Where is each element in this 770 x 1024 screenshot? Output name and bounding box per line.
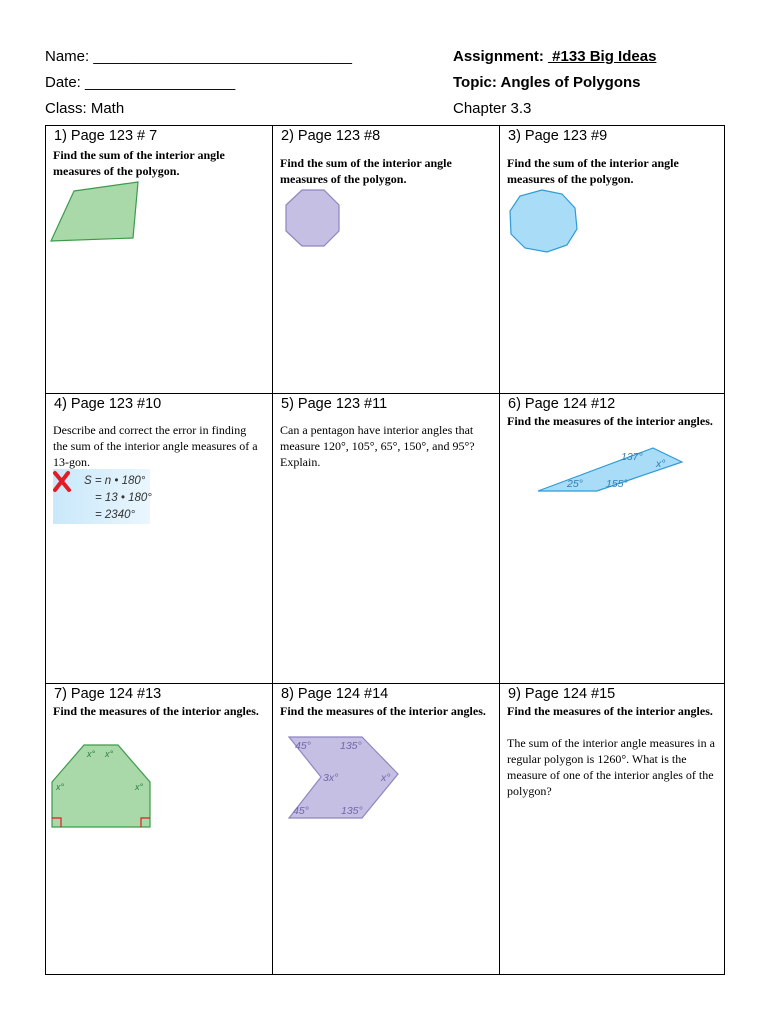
error-work-figure bbox=[46, 394, 273, 684]
angle-label: 155° bbox=[606, 478, 628, 490]
name-field-label: Name: _______________________________ bbox=[45, 48, 352, 65]
hexagon-figure bbox=[46, 684, 273, 974]
problem-title: 7) Page 124 #13 bbox=[54, 686, 162, 702]
problem-title: 1) Page 123 # 7 bbox=[54, 128, 158, 144]
topic-label: Topic: Angles of Polygons bbox=[453, 74, 641, 91]
problem-grid bbox=[45, 125, 725, 975]
problem-cell-1 bbox=[46, 126, 273, 394]
problem-text: Find the sum of the interior angle measures of the polygon. bbox=[507, 156, 679, 186]
problem-title: 8) Page 124 #14 bbox=[281, 686, 389, 702]
class-label: Class: Math bbox=[45, 100, 125, 117]
assignment-value: #133 Big Ideas bbox=[548, 48, 657, 65]
problem-cell-9 bbox=[500, 684, 724, 974]
problem-text: Find the measures of the interior angles. bbox=[53, 704, 259, 718]
angle-label: 135° bbox=[340, 740, 362, 752]
problem-cell-4 bbox=[46, 394, 273, 684]
problem-title: 6) Page 124 #12 bbox=[508, 396, 616, 412]
octagon-figure bbox=[273, 126, 500, 394]
problem-cell-2 bbox=[273, 126, 500, 394]
angle-label: x° bbox=[656, 458, 666, 470]
problem-text: Find the sum of the interior angle measures of the polygon. bbox=[280, 156, 452, 186]
angle-label: x° bbox=[87, 749, 96, 759]
problem-title: 2) Page 123 #8 bbox=[281, 128, 381, 144]
angle-label: 135° bbox=[341, 805, 363, 817]
problem-cell-6 bbox=[500, 394, 724, 684]
angle-label: x° bbox=[105, 749, 114, 759]
problem-cell-3 bbox=[500, 126, 724, 394]
angle-label: x° bbox=[56, 782, 65, 792]
problem-cell-7 bbox=[46, 684, 273, 974]
problem-title: 9) Page 124 #15 bbox=[508, 686, 616, 702]
quadrilateral-figure bbox=[46, 126, 273, 394]
angle-label: 3x° bbox=[323, 772, 339, 784]
problem-title: 3) Page 123 #9 bbox=[508, 128, 608, 144]
problem-text: Can a pentagon have interior angles that measure 120°, 105°, 65°, 150°, and 95°? Explain. bbox=[280, 423, 475, 469]
assignment-line bbox=[453, 48, 656, 66]
arrow-hexagon-figure bbox=[273, 684, 500, 974]
angle-label: 25° bbox=[567, 478, 583, 490]
chapter-label: Chapter 3.3 bbox=[453, 100, 532, 117]
problem-text: Describe and correct the error in finding the sum of the interior angle measures of a 13-gon. bbox=[53, 423, 258, 469]
date-field-label: Date: __________________ bbox=[45, 74, 236, 91]
assignment-label: Assignment: bbox=[453, 48, 549, 65]
problem-cell-8 bbox=[273, 684, 500, 974]
problem-text-2: The sum of the interior angle measures in a regular polygon is 1260°. What is the measure of one of the interior angles of the polygon? bbox=[507, 736, 715, 798]
nonagon-figure bbox=[500, 126, 724, 394]
problem-title: 4) Page 123 #10 bbox=[54, 396, 162, 412]
problem-text: Find the sum of the interior angle measures of the polygon. bbox=[53, 148, 225, 178]
angle-label: 45° bbox=[293, 805, 309, 817]
error-line-2: = 13 • 180° bbox=[95, 492, 152, 504]
error-line-1: S = n • 180° bbox=[84, 475, 146, 487]
angle-label: x° bbox=[135, 782, 144, 792]
angle-label: 137° bbox=[621, 451, 643, 463]
problem-text: Find the measures of the interior angles. bbox=[507, 704, 713, 718]
problem-cell-5 bbox=[273, 394, 500, 684]
problem-text: Find the measures of the interior angles. bbox=[280, 704, 486, 718]
error-line-3: = 2340° bbox=[95, 509, 136, 521]
problem-text: Find the measures of the interior angles. bbox=[507, 414, 713, 428]
problem-title: 5) Page 123 #11 bbox=[281, 396, 388, 412]
angle-label: x° bbox=[381, 772, 391, 784]
parallelogram-figure bbox=[500, 394, 724, 684]
angle-label: 45° bbox=[295, 740, 311, 752]
